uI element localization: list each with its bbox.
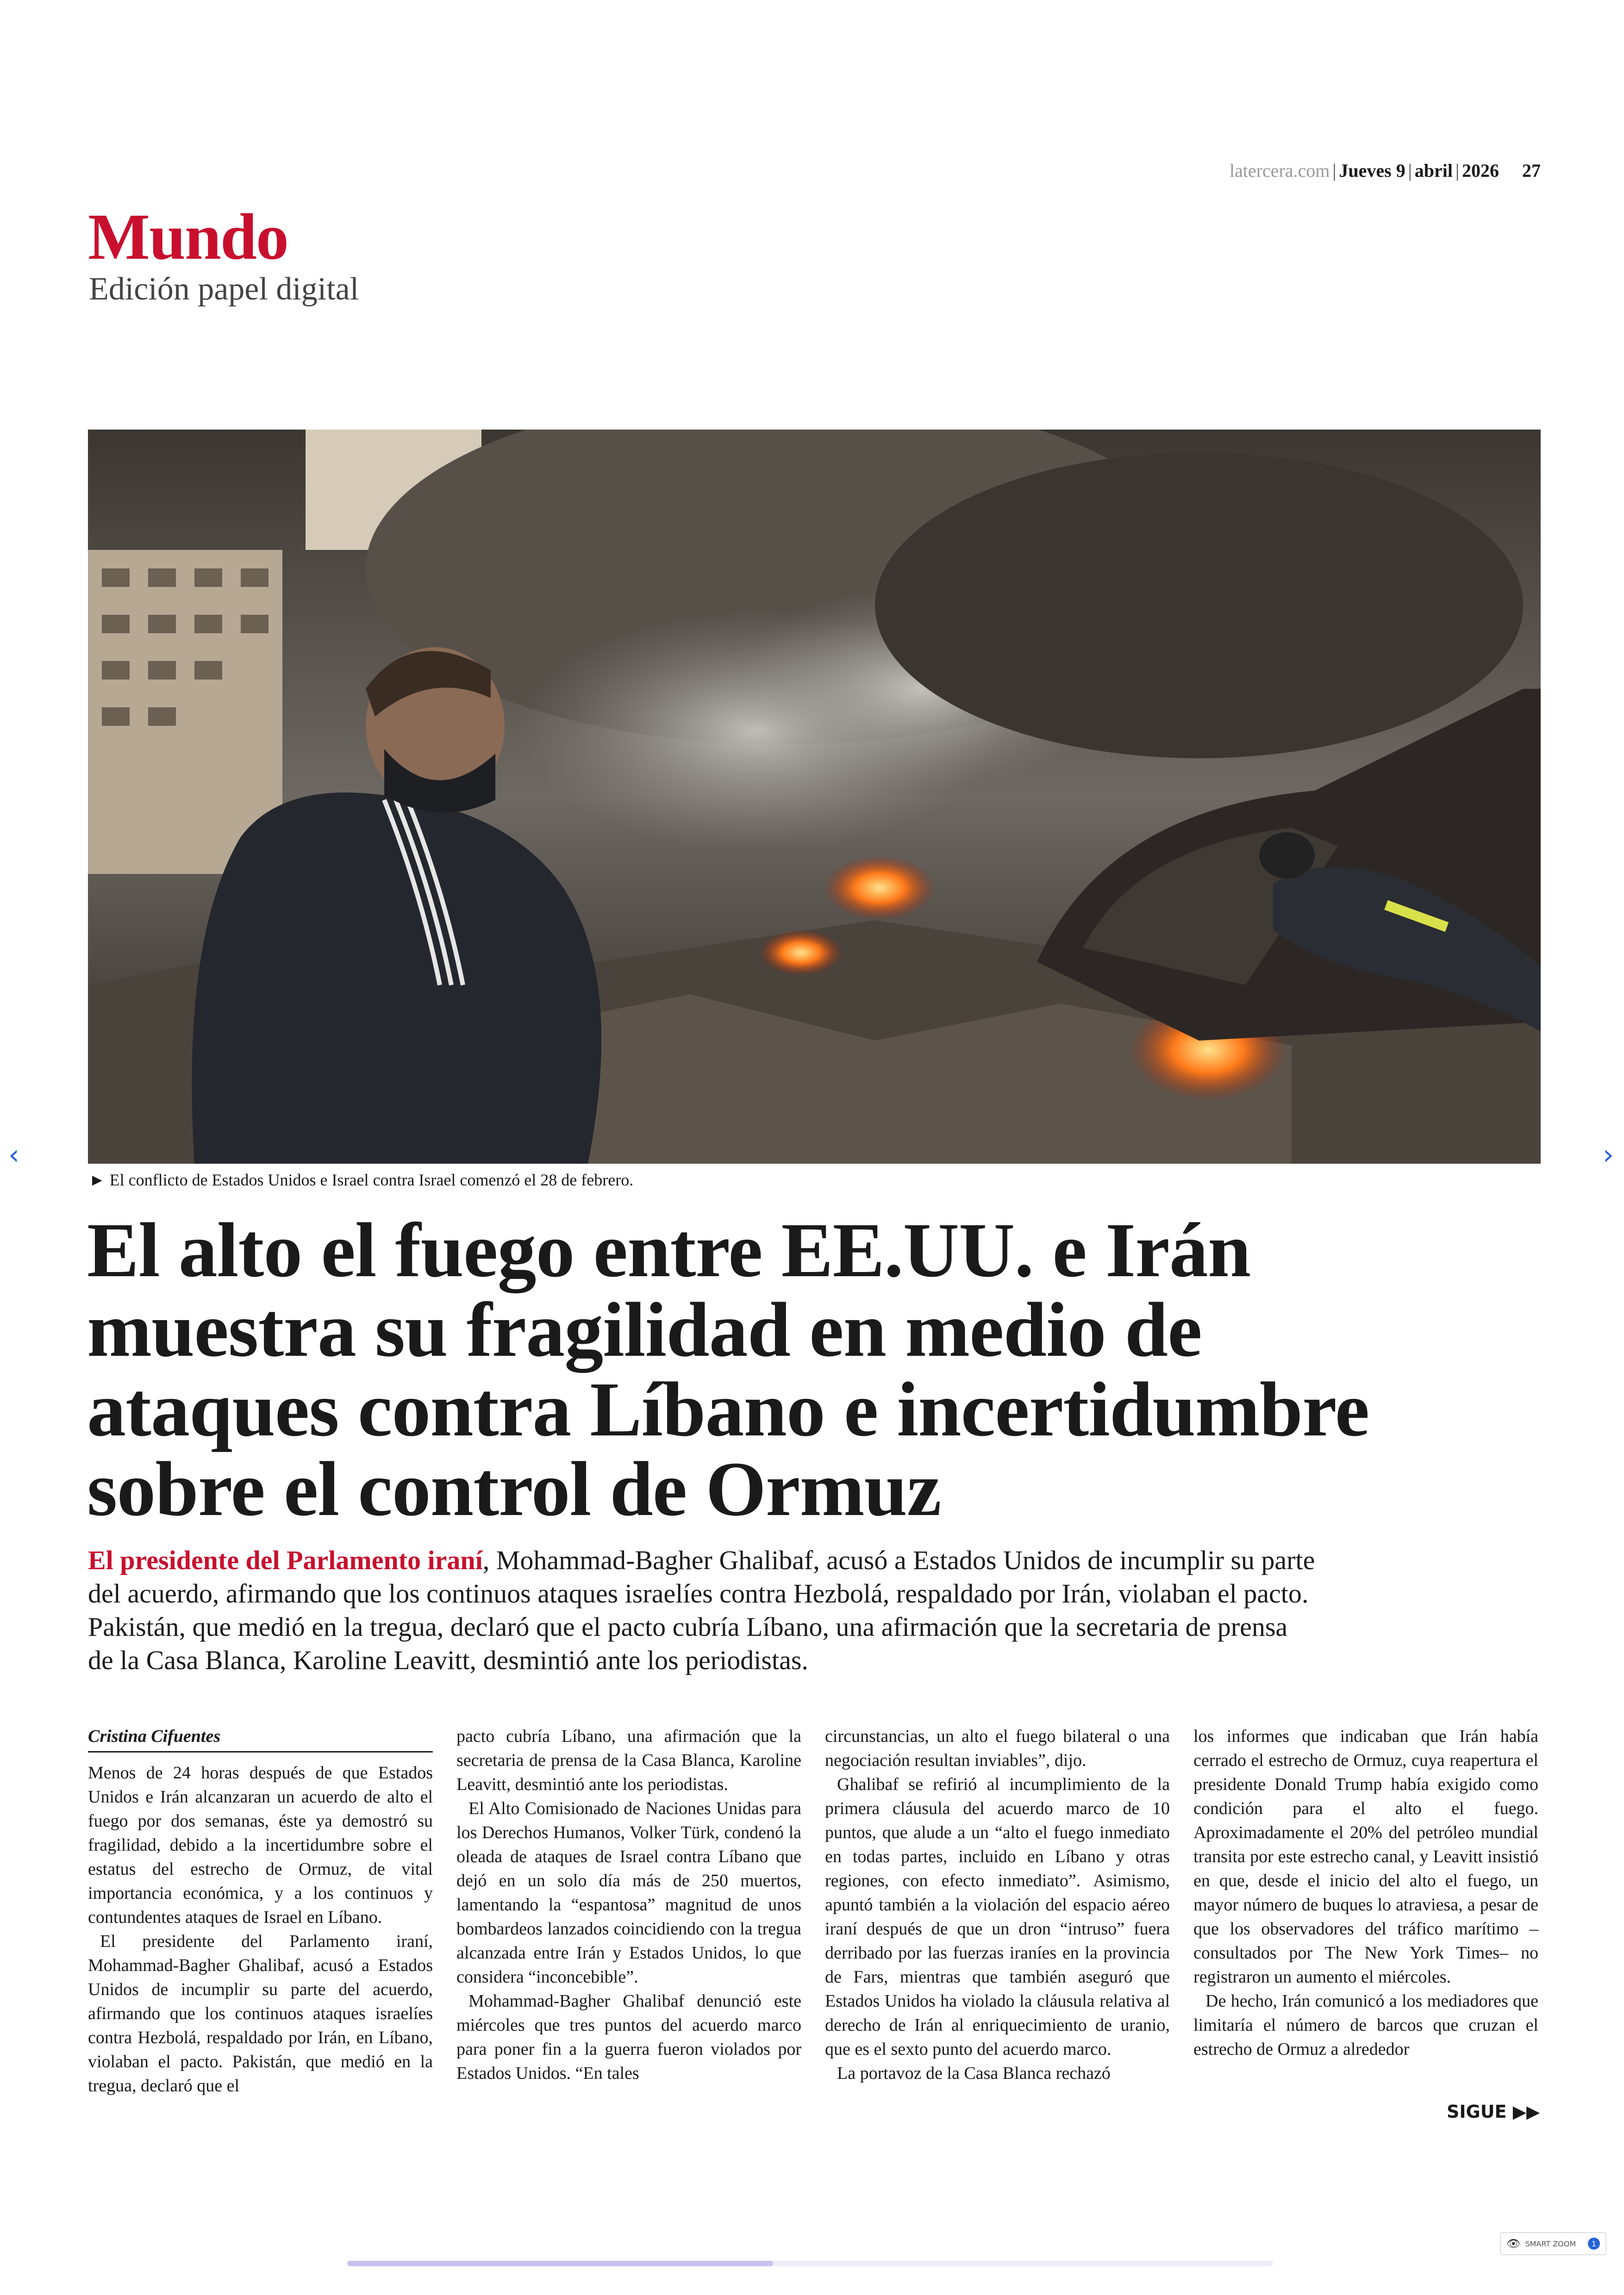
section-subtitle: Edición papel digital (89, 271, 359, 307)
photo-caption: ► El conflicto de Estados Unidos e Israel contra Israel comenzó el 28 de febrero. (89, 1171, 634, 1189)
continue-link[interactable]: SIGUE ▶▶ (1447, 2102, 1540, 2122)
body-paragraph: De hecho, Irán comunicó a los mediadores que limitaría el número de barcos que cruzan el estrecho de Ormuz a alrededor (1193, 1991, 1538, 2059)
body-paragraph: Ghalibaf se refirió al incumplimiento de la primera cláusula del acuerdo marco de 10 puntos, que alude a un “alto el fuego inmediato en todas partes, incluido en Líbano y otras regiones, con efecto inmediato”. Asimismo, apuntó también a la violación del espacio aéreo iraní después de que un dron “intruso” fuera derribado por las fuerzas iraníes en la provincia de Fars, mientras que también aseguró que Estados Unidos ha violado la cláusula relativa al derecho de Irán al enriquecimiento de uranio, que es el sexto punto del acuerdo marco. (825, 1775, 1170, 2059)
page-scrollbar-thumb[interactable] (347, 2261, 773, 2266)
site-name[interactable]: latercera.com (1229, 160, 1330, 181)
issue-month: abril (1414, 160, 1453, 181)
eye-icon: 👁 (1506, 2237, 1521, 2250)
lead-photo (88, 430, 1541, 1164)
body-paragraph: los informes que indicaban que Irán había cerrado el estrecho de Ormuz, cuya reapertura el presidente Donald Trump había exigido como condición para el alto el fuego. Aproximadamente el 20% del petróleo mundial transita por este estrecho canal, y Leavitt insistió en que, desde el inicio del alto el fuego, un mayor número de buques lo atraviesa, a pesar de que los observadores del tráfico marítimo –consultados por The New York Times– no registraron un aumento el miércoles. (1193, 1727, 1538, 1987)
body-column-3 (825, 1724, 1170, 2085)
body-column-1 (88, 1724, 433, 2098)
section-title: Mundo (88, 200, 288, 273)
deck-text: , Mohammad-Bagher Ghalibaf, acusó a Estados Unidos de incumplir su parte del acuerdo, afirmando que los continuos ataques israelíes contra Hezbolá, respaldado por Irán, violaban el pacto. Pakistán, que medió en la tregua, declaró que el pacto cubría Líbano, una afirmación que la secretaria de prensa de la Casa Blanca, Karoline Leavitt, desmintió ante los periodistas. (88, 1545, 1315, 1675)
page-number: 27 (1522, 160, 1541, 181)
deck-lead: El presidente del Parlamento iraní (88, 1545, 483, 1575)
headline-line: muestra su fragilidad en medio de (87, 1287, 1202, 1373)
issue-dateline: latercera.com | Jueves 9 | abril | 2026 27 (1229, 160, 1541, 181)
headline-line: sobre el control de Ormuz (87, 1446, 941, 1532)
article-headline (87, 1207, 1545, 1532)
body-paragraph: circunstancias, un alto el fuego bilateral o una negociación resultan inviables”, dijo. (825, 1727, 1170, 1770)
next-page-arrow-icon[interactable]: › (1603, 1139, 1614, 1171)
article-deck (88, 1544, 1319, 1677)
issue-weekday: Jueves 9 (1339, 160, 1405, 181)
body-paragraph: pacto cubría Líbano, una afirmación que la secretaria de prensa de la Casa Blanca, Karoline Leavitt, desmintió ante los periodistas. (456, 1727, 801, 1794)
previous-page-arrow-icon[interactable]: ‹ (8, 1139, 19, 1171)
body-column-4 (1193, 1724, 1538, 2061)
smart-zoom-badge: 1 (1588, 2238, 1600, 2250)
body-paragraph: El presidente del Parlamento iraní, Mohammad-Bagher Ghalibaf, acusó a Estados Unidos de incumplir su parte del acuerdo, afirmando que los continuos ataques israelíes contra Hezbolá, respaldado por Irán, en Líbano, violaban el pacto. Pakistán, que medió en la tregua, declaró que el (88, 1932, 433, 2095)
body-paragraph: Mohammad-Bagher Ghalibaf denunció este miércoles que tres puntos del acuerdo marco para poner fin a la guerra fueron violados por Estados Unidos. “En tales (456, 1991, 801, 2083)
byline: Cristina Cifuentes (88, 1724, 433, 1752)
smart-zoom-label: SMART ZOOM (1525, 2239, 1576, 2248)
body-paragraph: El Alto Comisionado de Naciones Unidas para los Derechos Humanos, Volker Türk, condenó la oleada de ataques de Israel contra Líbano que dejó en un solo día más de 250 muertos, lamentando la “espantosa” magnitud de unos bombardeos lanzados coincidiendo con la tregua alcanzada entre Irán y Estados Unidos, lo que considera “inconcebible”. (456, 1799, 801, 1987)
body-column-2 (456, 1724, 801, 2085)
body-paragraph: La portavoz de la Casa Blanca rechazó (837, 2064, 1111, 2083)
issue-year: 2026 (1462, 160, 1499, 181)
explosion-scene-illustration (88, 430, 1541, 1164)
headline-line: El alto el fuego entre EE.UU. e Irán (87, 1207, 1251, 1293)
headline-line: ataques contra Líbano e incertidumbre (87, 1366, 1369, 1453)
body-paragraph: Menos de 24 horas después de que Estados Unidos e Irán alcanzaran un acuerdo de alto el fuego por dos semanas, éste ya demostró su fragilidad, debido a la incertidumbre sobre el estatus del estrecho de Ormuz, de vital importancia económica, y a los continuos y contundentes ataques de Israel en Líbano. (88, 1763, 433, 1927)
smart-zoom-button[interactable] (1500, 2232, 1606, 2255)
